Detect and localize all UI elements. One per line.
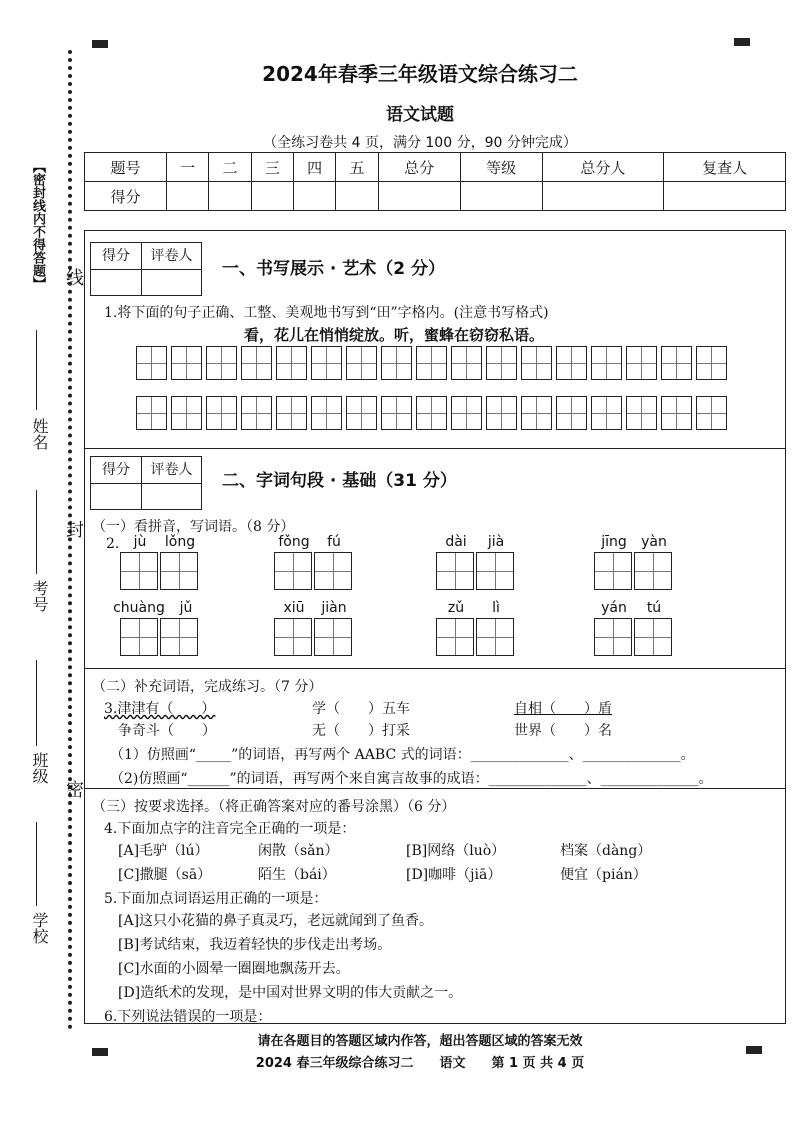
q3-sub2[interactable]: （2)仿照画“______”的词语，再写两个来自寓言故事的成语：______________、______________。 [110, 771, 713, 787]
score-cell[interactable] [209, 182, 251, 211]
seal-dotted-line [68, 50, 72, 1030]
answer-box[interactable] [634, 618, 672, 656]
q4-option[interactable]: 闲散（sǎn） [258, 843, 339, 859]
grader-divider [141, 484, 142, 509]
score-table-header: 一 [166, 153, 208, 182]
grader-reviewer-label: 评卷人 [142, 243, 201, 270]
answer-box[interactable] [160, 552, 198, 590]
q5-option[interactable]: [D]造纸术的发现，是中国对世界文明的伟大贡献之一。 [118, 985, 463, 1001]
score-table-header: 四 [293, 153, 335, 182]
q4-option[interactable]: 陌生（bái） [258, 867, 336, 883]
pinyin-item: chuàng jǔ [112, 600, 206, 656]
part1-heading: （一）看拼音，写词语。（8 分） [92, 519, 295, 535]
grader-reviewer-label: 评卷人 [142, 457, 201, 484]
school-field[interactable] [36, 822, 37, 906]
exam-no-label: 考号 [30, 580, 49, 612]
score-cell[interactable] [336, 182, 378, 211]
page-title: 2024年春季三年级语文综合练习二 [262, 62, 578, 86]
score-row-label: 得分 [85, 182, 167, 211]
pinyin-item: jù lǒng [120, 534, 200, 590]
answer-box[interactable] [274, 552, 312, 590]
q1-sentence: 看，花儿在悄悄绽放。听，蜜蜂在窃窃私语。 [244, 326, 545, 344]
q4-option[interactable]: [C]撒腿（sā） [118, 867, 212, 883]
answer-box[interactable] [436, 552, 474, 590]
q4-option[interactable]: 档案（dàng） [560, 843, 652, 859]
name-label: 姓名 [30, 418, 49, 450]
score-cell[interactable] [542, 182, 664, 211]
score-table-header: 总分人 [542, 153, 664, 182]
q5-text: 5.下面加点词语运用正确的一项是： [104, 891, 328, 907]
part2-heading: （二）补充词语，完成练习。（7 分） [92, 679, 323, 695]
answer-box[interactable] [314, 618, 352, 656]
q3-item[interactable]: 世界（ ）名 [514, 723, 612, 739]
score-cell[interactable] [293, 182, 335, 211]
score-table-header: 二 [209, 153, 251, 182]
score-cell[interactable] [378, 182, 460, 211]
score-table-header-row [85, 153, 786, 182]
q5-option[interactable]: [A]这只小花猫的鼻子真灵巧，老远就闻到了鱼香。 [118, 913, 434, 929]
q3-item[interactable]: 学（ ）五车 [312, 701, 410, 717]
score-table [84, 152, 786, 211]
section1-heading: 一、书写展示 · 艺术（2 分） [222, 259, 446, 279]
q5-option[interactable]: [C]水面的小圆晕一圈圈地飘荡开去。 [118, 961, 350, 977]
q4-option[interactable]: [D]咖啡（jiā） [406, 867, 502, 883]
answer-box[interactable] [594, 552, 632, 590]
pinyin-item: dài jià [436, 534, 516, 590]
answer-box[interactable] [476, 552, 514, 590]
answer-box[interactable] [120, 618, 158, 656]
score-table-header: 题号 [85, 153, 167, 182]
grader-divider [141, 270, 142, 295]
q2-label: 2. [106, 536, 120, 552]
seal-mi-label: 密 [63, 780, 84, 798]
section-divider [84, 448, 786, 449]
score-table-score-row [85, 182, 786, 211]
section-divider [84, 668, 786, 669]
score-cell[interactable] [460, 182, 542, 211]
q6-text: 6.下列说法错误的一项是： [104, 1009, 272, 1025]
q4-option[interactable]: 便宜（pián） [560, 867, 647, 883]
name-field[interactable] [36, 330, 37, 410]
answer-box[interactable] [476, 618, 514, 656]
section2-heading: 二、字词句段 · 基础（31 分） [222, 471, 457, 491]
score-table-header: 总分 [378, 153, 460, 182]
answer-area-warning: 请在各题目的答题区域内作答，超出答题区域的答案无效 [257, 1034, 583, 1049]
pinyin-item: jīng yàn [594, 534, 674, 590]
grader-score-label: 得分 [91, 457, 142, 484]
q4-option[interactable]: [A]毛驴（lú） [118, 843, 209, 859]
registration-mark [92, 40, 108, 48]
page-footer: 2024 春三年级综合练习二 语文 第 1 页 共 4 页 [255, 1056, 585, 1071]
q4-option[interactable]: [B]网络（luò） [406, 843, 506, 859]
tian-grid-row-1[interactable] [136, 346, 731, 380]
tian-grid-row-2[interactable] [136, 396, 731, 430]
q4-text: 4.下面加点字的注音完全正确的一项是： [104, 821, 356, 837]
pinyin-item: xiū jiàn [274, 600, 354, 656]
section-divider [84, 788, 786, 789]
q3-sub1[interactable]: （1）仿照画“_____”的词语，再写两个 AABC 式的词语：______________、______________。 [110, 747, 695, 763]
grader-score-label: 得分 [91, 243, 142, 270]
seal-line-label: 线 [63, 268, 84, 286]
score-cell[interactable] [166, 182, 208, 211]
exam-note: （全练习卷共 4 页，满分 100 分，90 分钟完成） [263, 135, 577, 151]
answer-box[interactable] [120, 552, 158, 590]
pinyin-item: yán tú [594, 600, 674, 656]
score-table-header: 五 [336, 153, 378, 182]
score-table-header: 三 [251, 153, 293, 182]
class-field[interactable] [36, 660, 37, 746]
part3-heading: （三）按要求选择。（将正确答案对应的番号涂黑）（6 分） [92, 799, 456, 815]
score-cell[interactable] [251, 182, 293, 211]
grader-box [90, 456, 202, 510]
q3-item[interactable]: 无（ ）打采 [312, 723, 410, 739]
q3-item[interactable]: 争奇斗（ ） [118, 723, 216, 739]
registration-mark [734, 38, 750, 46]
q3-item[interactable]: 自相（ ）盾 [514, 701, 612, 717]
score-table-header: 等级 [460, 153, 542, 182]
seal-feng-label: 封 [63, 520, 84, 538]
exam-no-field[interactable] [36, 490, 37, 574]
answer-box[interactable] [436, 618, 474, 656]
pinyin-item: fǒng fú [274, 534, 354, 590]
q3-item[interactable]: 3.津津有（ ） [104, 701, 216, 717]
q5-option[interactable]: [B]考试结束，我迈着轻快的步伐走出考场。 [118, 937, 392, 953]
score-cell[interactable] [664, 182, 786, 211]
pinyin-item: zǔ lì [436, 600, 516, 656]
school-label: 学校 [30, 912, 49, 944]
answer-box[interactable] [634, 552, 672, 590]
seal-note: 【密封线内不得答题】 [30, 160, 45, 290]
answer-box[interactable] [160, 618, 198, 656]
q1-text: 1.将下面的句子正确、工整、美观地书写到“田”字格内。(注意书写格式) [104, 305, 549, 321]
class-label: 班级 [30, 752, 49, 784]
answer-box[interactable] [314, 552, 352, 590]
page-subtitle: 语文试题 [386, 105, 454, 125]
grader-box [90, 242, 202, 296]
answer-box[interactable] [274, 618, 312, 656]
score-table-header: 复查人 [664, 153, 786, 182]
answer-box[interactable] [594, 618, 632, 656]
